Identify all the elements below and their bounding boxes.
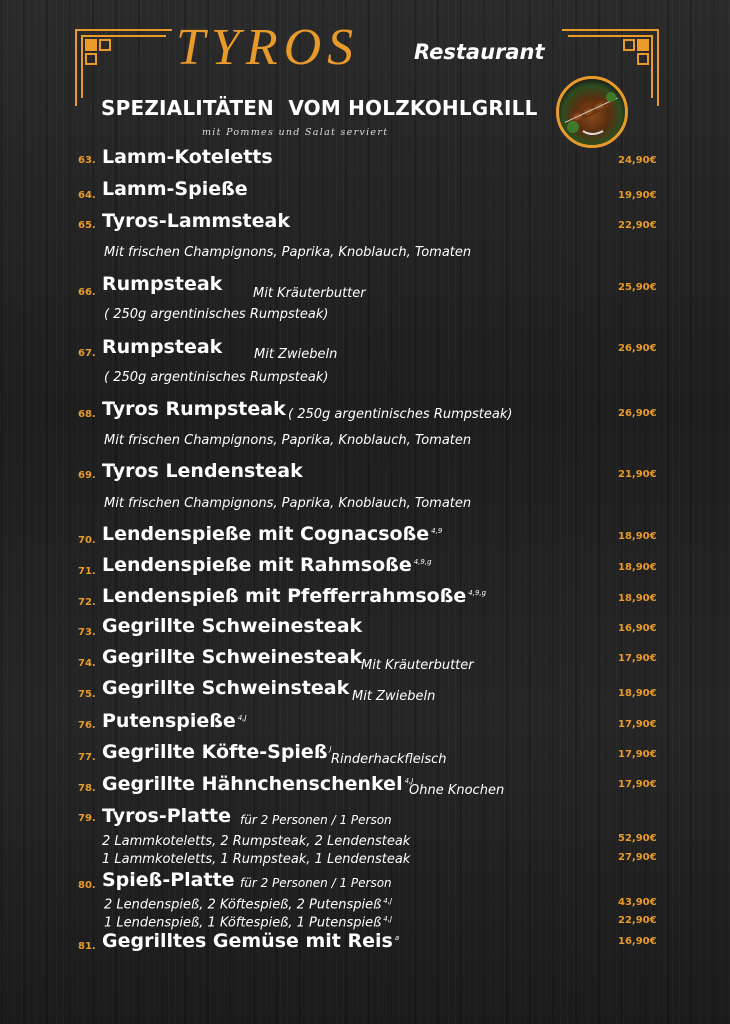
item-price: 25,90€	[618, 282, 657, 293]
item-name: Rumpsteak	[102, 273, 223, 295]
item-number: 79.	[78, 813, 96, 824]
item-number: 69.	[78, 470, 96, 481]
item-description: Mit frischen Champignons, Paprika, Knoblauch, Tomaten	[104, 496, 472, 511]
item-description: Mit frischen Champignons, Paprika, Knoblauch, Tomaten	[104, 433, 472, 448]
item-number: 70.	[78, 535, 96, 546]
item-price: 27,90€	[618, 852, 657, 863]
item-name: Spieß-Platte	[102, 869, 235, 891]
item-description: Mit frischen Champignons, Paprika, Knoblauch, Tomaten	[104, 245, 472, 260]
item-name: Gegrillte Schweinsteak	[102, 677, 350, 699]
item-number: 77.	[78, 752, 96, 763]
item-price: 16,90€	[618, 936, 657, 947]
item-number: 72.	[78, 597, 96, 608]
item-number: 81.	[78, 941, 96, 952]
item-price: 18,90€	[618, 562, 657, 573]
item-number: 64.	[78, 190, 96, 201]
item-note: Rinderhackfleisch	[331, 752, 447, 767]
item-price: 43,90€	[618, 897, 657, 908]
section-subheading: mit Pommes und Salat serviert	[202, 127, 389, 138]
item-price: 18,90€	[618, 688, 657, 699]
restaurant-logo: TYROS	[176, 19, 360, 76]
item-note: Ohne Knochen	[409, 783, 505, 798]
item-description: ( 250g argentinisches Rumpsteak)	[104, 370, 329, 385]
item-description: 1 Lammkoteletts, 1 Rumpsteak, 1 Lendensteak	[102, 852, 411, 867]
item-note: Mit Kräuterbutter	[253, 286, 366, 301]
item-price: 24,90€	[618, 155, 657, 166]
section-heading: SPEZIALITÄTEN VOM HOLZKOHLGRILL	[101, 96, 538, 120]
item-price: 17,90€	[618, 719, 657, 730]
item-price: 17,90€	[618, 779, 657, 790]
item-price: 22,90€	[618, 220, 657, 231]
item-name: Gegrilltes Gemüse mit Reis $^a$	[102, 930, 400, 952]
item-note: für 2 Personen / 1 Person	[240, 876, 392, 890]
item-number: 66.	[78, 287, 96, 298]
item-number: 78.	[78, 783, 96, 794]
item-description: 2 Lendenspieß, 2 Köftespieß, 2 Putenspieß $^{4,J}$	[104, 897, 393, 913]
item-number: 68.	[78, 409, 96, 420]
item-name: Gegrillte Schweinesteak	[102, 615, 363, 637]
item-note: ( 250g argentinisches Rumpsteak)	[288, 407, 513, 422]
item-name: Tyros Lendensteak	[102, 460, 303, 482]
item-name: Lendenspieße mit Rahmsoße $^{4,9,g}$	[102, 554, 432, 576]
item-price: 16,90€	[618, 623, 657, 634]
item-name: Tyros Rumpsteak	[102, 398, 286, 420]
item-name: Lendenspieße mit Cognacsoße $^{4,9}$	[102, 523, 443, 545]
item-number: 71.	[78, 566, 96, 577]
item-name: Lendenspieß mit Pfefferrahmsoße $^{4,9,g}$	[102, 585, 487, 607]
item-number: 65.	[78, 220, 96, 231]
item-name: Gegrillte Schweinesteak	[102, 646, 363, 668]
item-number: 80.	[78, 880, 96, 891]
item-note: Mit Zwiebeln	[352, 689, 436, 704]
item-name: Lamm-Spieße	[102, 178, 248, 200]
item-price: 22,90€	[618, 915, 657, 926]
grill-skewer-photo	[556, 76, 628, 148]
item-description: 1 Lendenspieß, 1 Köftespieß, 1 Putenspieß $^{4,J}$	[104, 915, 393, 931]
item-name: Gegrillte Hähnchenschenkel $^{4,J}$	[102, 773, 414, 795]
item-number: 73.	[78, 627, 96, 638]
item-description: ( 250g argentinisches Rumpsteak)	[104, 307, 329, 322]
item-number: 76.	[78, 720, 96, 731]
item-price: 19,90€	[618, 190, 657, 201]
item-number: 74.	[78, 658, 96, 669]
item-number: 67.	[78, 348, 96, 359]
item-name: Gegrillte Köfte-Spieß $^J$	[102, 741, 332, 763]
item-price: 26,90€	[618, 408, 657, 419]
item-name: Lamm-Koteletts	[102, 146, 273, 168]
item-note: Mit Kräuterbutter	[361, 658, 474, 673]
item-price: 18,90€	[618, 531, 657, 542]
item-price: 21,90€	[618, 469, 657, 480]
item-name: Tyros-Lammsteak	[102, 210, 290, 232]
item-price: 52,90€	[618, 833, 657, 844]
item-price: 17,90€	[618, 749, 657, 760]
item-description: 2 Lammkoteletts, 2 Rumpsteak, 2 Lendensteak	[102, 834, 411, 849]
restaurant-label: Restaurant	[414, 40, 545, 64]
item-note: Mit Zwiebeln	[254, 347, 338, 362]
item-price: 17,90€	[618, 653, 657, 664]
item-price: 18,90€	[618, 593, 657, 604]
item-name: Putenspieße $^{4,J}$	[102, 710, 247, 732]
item-name: Rumpsteak	[102, 336, 223, 358]
item-number: 63.	[78, 155, 96, 166]
item-name: Tyros-Platte	[102, 805, 232, 827]
item-price: 26,90€	[618, 343, 657, 354]
item-number: 75.	[78, 689, 96, 700]
item-note: für 2 Personen / 1 Person	[240, 813, 392, 827]
